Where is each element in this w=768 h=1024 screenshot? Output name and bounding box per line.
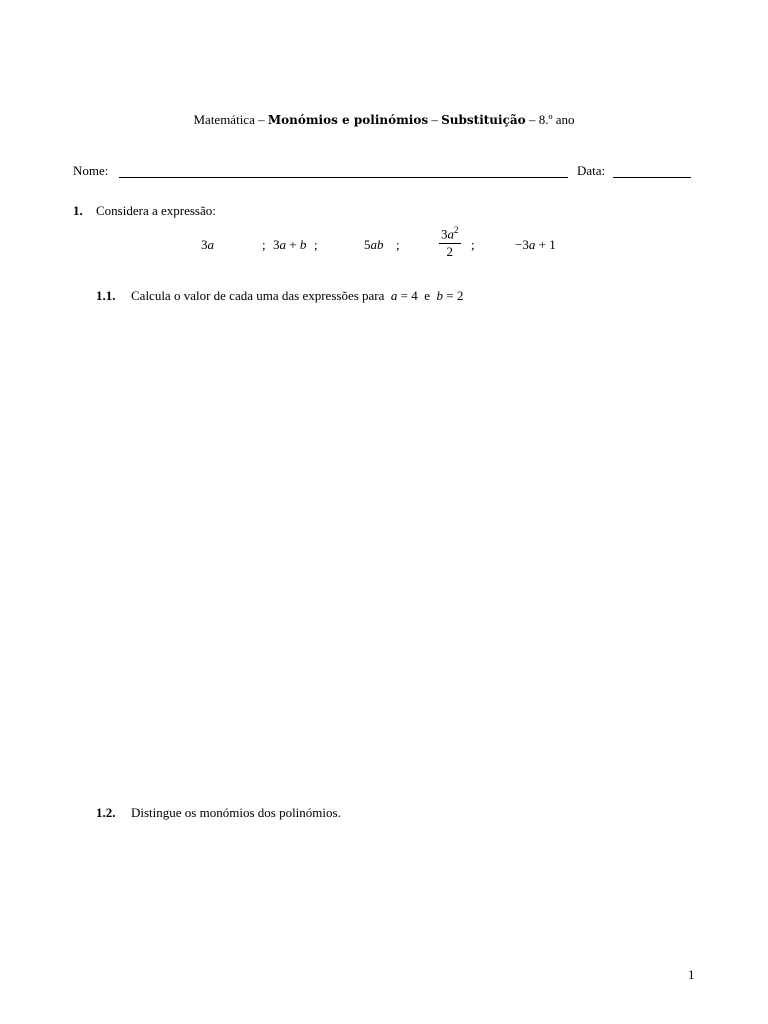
variable: b — [436, 288, 444, 303]
name-label: Nome: — [73, 163, 109, 178]
constant: 1 — [549, 237, 556, 252]
question-1-2-number: 1.2. — [96, 805, 116, 820]
variable: a — [447, 226, 454, 242]
coefficient: 3 — [273, 237, 280, 252]
variable: ab — [370, 237, 384, 252]
question-1-2-text: Distingue os monómios dos polinómios. — [131, 805, 341, 820]
fraction-numerator — [439, 226, 461, 244]
variable: b — [299, 237, 307, 252]
variable: a — [390, 288, 398, 303]
variable: a — [528, 237, 536, 252]
answer-area-1-1[interactable] — [96, 312, 696, 792]
question-1-1-number: 1.1. — [96, 288, 116, 303]
expression-minus-3a-plus-1 — [515, 237, 556, 253]
operator: − — [515, 237, 523, 252]
fraction — [439, 226, 461, 259]
operator: + — [535, 237, 550, 252]
question-1-1-text — [131, 288, 463, 304]
coefficient: 5 — [364, 237, 371, 252]
question-1-text: Considera a expressão: — [96, 203, 216, 218]
variable: a — [207, 237, 214, 252]
separator: ; — [262, 237, 266, 252]
operator: + — [286, 237, 300, 252]
value: = 4 — [397, 288, 418, 303]
coefficient: 3 — [522, 237, 529, 252]
title-separator: – — [254, 112, 268, 127]
expression-5ab — [364, 237, 384, 253]
expression-3a — [201, 237, 214, 253]
expression-3a-plus-b — [273, 237, 306, 253]
exponent: 2 — [454, 225, 459, 235]
subtopic: Substituição — [441, 113, 526, 127]
question-1-1-body: Calcula o valor de cada uma das expressões para — [131, 288, 385, 303]
separator: ; — [314, 237, 318, 252]
page-number: 1 — [688, 967, 695, 982]
topic: Monómios e polinómios — [267, 113, 429, 127]
answer-area-1-2[interactable] — [96, 830, 696, 950]
coefficient: 3 — [441, 226, 448, 242]
separator: ; — [396, 237, 400, 252]
separator: ; — [471, 237, 475, 252]
page-title — [0, 112, 768, 128]
expression-3a-squared-over-2 — [439, 226, 461, 259]
date-field[interactable] — [613, 163, 691, 178]
date-label: Data: — [577, 163, 606, 178]
variable: a — [279, 237, 286, 252]
fraction-denominator: 2 — [446, 243, 453, 259]
subject: Matemática — [193, 112, 255, 127]
name-field[interactable] — [119, 163, 568, 178]
question-1-number: 1. — [73, 203, 83, 218]
grade: 8.º ano — [538, 112, 575, 127]
conjunction: e — [424, 288, 431, 303]
title-separator: – — [525, 112, 539, 127]
title-separator: – — [428, 112, 442, 127]
coefficient: 3 — [201, 237, 208, 252]
value: = 2 — [443, 288, 464, 303]
